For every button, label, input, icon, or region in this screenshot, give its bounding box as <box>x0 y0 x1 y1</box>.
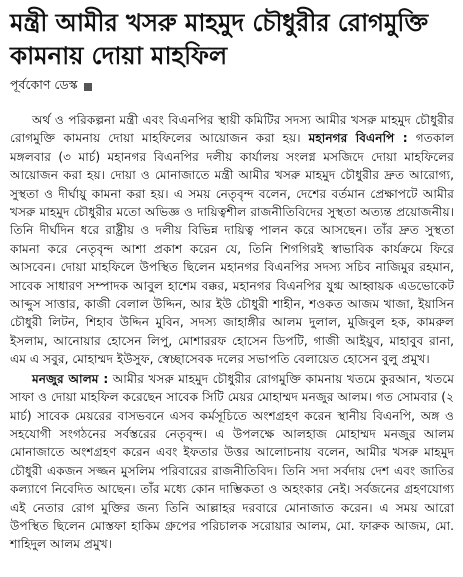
article-headline: মন্ত্রী আমীর খসরু মাহমুদ চৌধুরীর রোগমুক্তি কামনায় দোয়া মাহফিল <box>10 8 428 70</box>
paragraph-text: আমীর খসরু মাহমুদ চৌধুরীর রোগমুক্তি কামনায় খতমে কুরআন, খতমে সাফা ও দোয়া মাহফিল করেছেন সাবেক সিটি মেয়র মোহাম্মদ মনজুর আলম। গত সোমবার (২ মার্চ) সাবেক মেয়রের বাসভবনে এসব কর্মসূচিতে অংশগ্রহণ করেন স্থানীয় বিএনপি, অঙ্গ ও সহযোগী সংগঠনের সর্বস্তরের নেতৃবৃন্দ। এ উপলক্ষে আলহাজ মোহাম্মদ মনজুর আলম মোনাজাতে অংশগ্রহণ করেন এবং ইফতার উত্তর আলোচনায় বলেন, আমীর খসরু মাহমুদ চৌধুরী একজন সজ্জন মুসলিম পরিবারের রাজনীতিবিদ। তিনি সদা সর্বদায় দেশ এবং জাতির কল্যাণে নিবেদিত আছেন। তাঁর মধ্যে কোন দাম্ভিকতা ও অহংকার নেই। সর্বজনের গ্রহণযোগ্য এই নেতার রোগ মুক্তির জন্য তিনি আল্লাহর দরবারে মোনাজাত করেন। এ সময় আরো উপস্থিত ছিলেন মোস্তফা হাকিম গ্রুপের পরিচালক সরোয়ার আলম, মো. ফারুক আজম, মো. শাহিদুল আলম প্রমুখ। <box>10 371 455 552</box>
article-byline <box>10 77 454 97</box>
byline-text: পূর্বকোণ ডেস্ক <box>10 77 78 92</box>
square-bullet-icon <box>84 83 92 91</box>
paragraph-text-rest: গতকাল মঙ্গলবার (৩ মার্চ) মহানগর বিএনপির দলীয় কার্যালয় সংলগ্ন মসজিদে দোয়া মাহফিলের আয়োজন করা হয়। দোয়া ও মোনাজাতে মন্ত্রী আমীর খসরু মাহমুদ চৌধুরীর দ্রুত আরোগ্য, সুস্থতা ও দীর্ঘায়ু কামনা করা হয়। এ সময় নেতৃবৃন্দ বলেন, দেশের বর্তমান প্রেক্ষাপটে আমীর খসরু মাহমুদ চৌধুরীর মতো অভিজ্ঞ ও দায়িত্বশীল রাজনীতিবিদের সুস্থতা অত্যন্ত প্রয়োজনীয়। তিনি দীর্ঘদিন ধরে রাষ্ট্রীয় ও দলীয় বিভিন্ন দায়িত্ব পালন করে আসছেন। তাঁর দ্রুত সুস্থতা কামনা করে নেতৃবৃন্দ আশা প্রকাশ করেন যে, তিনি শিগগিরই স্বাভাবিক কার্যক্রমে ফিরে আসবেন। দোয়া মাহফিলে উপস্থিত ছিলেন মহানগর বিএনপির সদস্য সচিব নাজিমুর রহমান, সাবেক সাধারণ সম্পাদক আবুল হাশেম বক্কর, মহানগর বিএনপির যুগ্ম আহ্বায়ক এডভোকেট আব্দুস সাত্তার, কাজী বেলাল উদ্দিন, আর ইউ চৌধুরী শাহীন, শওকত আজম খাজা, ইয়াসিন চৌধুরী লিটন, শিহাব উদ্দিন মুবিন, সদস্য জাহাঙ্গীর আলম দুলাল, মুজিবুল হক, কামরুল ইসলাম, আনোয়ার হোসেন লিপু, মোশাররফ হোসেন ডিপটি, গাজী আইয়ুব, মাহাবুব রানা, এম এ সবুর, মোহাম্মদ ইউসুফ, স্বেচ্ছাসেবক দলের সভাপতি বেলায়েত হোসেন বুলু প্রমুখ। <box>10 131 454 367</box>
paragraph-lead: মনজুর আলম : <box>32 371 109 386</box>
article-paragraph <box>10 111 454 369</box>
paragraph-subhead: মহানগর বিএনপি : <box>308 131 408 146</box>
paragraph-text: অর্থ ও পরিকল্পনা মন্ত্রী এবং বিএনপির স্থায়ী কমিটির সদস্য আমীর খসরু মাহমুদ চৌধুরীর রোগমুক্তি কামনায় দোয়া মাহফিলের আয়োজন করা হয়। <box>10 113 454 146</box>
article-paragraph <box>10 370 454 554</box>
